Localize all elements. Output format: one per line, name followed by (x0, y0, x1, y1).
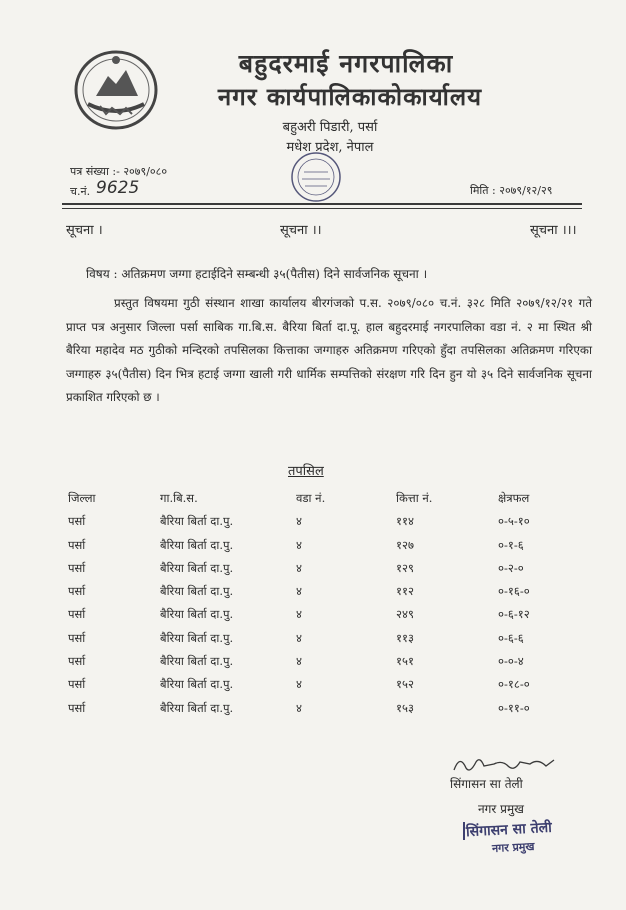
cell-vdc: बैरिया बिर्ता दा.पु. (160, 654, 234, 669)
cell-ward: ४ (296, 584, 302, 599)
cell-district: पर्सा (68, 654, 86, 669)
notice-label-3: सूचना ।।। (530, 223, 577, 238)
header-divider-thin (62, 208, 582, 209)
letter-ref-number: पत्र संख्या :- २०७९/०८० (70, 165, 168, 178)
table-header-row (66, 487, 586, 510)
cell-area: ०-१६-० (498, 584, 530, 599)
office-name: नगर कार्यपालिकाकोकार्यालय (217, 82, 483, 111)
cell-plot-number: १५३ (396, 700, 414, 715)
nepal-emblem-logo (66, 46, 166, 132)
cell-vdc: बैरिया बिर्ता दा.पु. (160, 607, 234, 622)
cell-district: पर्सा (68, 560, 86, 575)
cell-ward: ४ (296, 514, 302, 529)
cell-plot-number: १५१ (396, 654, 414, 669)
notice-label-1: सूचना । (66, 223, 103, 238)
cell-area: ०-१८-० (498, 677, 530, 692)
table-caption: तपसिल (288, 464, 324, 479)
letter-date: मिति : २०७९/१२/२९ (470, 184, 553, 197)
cell-ward: ४ (296, 654, 302, 669)
subject-line: विषय : अतिक्रमण जग्गा हटाईदिने सम्बन्धी ३५(पैतीस) दिने सार्वजनिक सूचना । (86, 267, 428, 281)
cell-area: ०-२-० (498, 560, 524, 575)
cell-ward: ४ (296, 630, 302, 645)
cell-area: ०-६-१२ (498, 607, 530, 622)
header-area: क्षेत्रफल (498, 491, 530, 505)
cell-plot-number: १२७ (396, 537, 414, 552)
table-row (66, 510, 586, 533)
table-row (66, 697, 586, 720)
cell-vdc: बैरिया बिर्ता दा.पु. (160, 584, 234, 599)
cell-ward: ४ (296, 537, 302, 552)
land-details-table (66, 487, 586, 720)
cell-plot-number: २४९ (396, 607, 414, 622)
cell-plot-number: १५२ (396, 677, 414, 692)
header-divider-thick (62, 203, 582, 205)
stamp-title-text: नगर प्रमुख (491, 839, 535, 856)
office-seal-stamp (268, 148, 364, 206)
signatory-title: नगर प्रमुख (478, 802, 524, 816)
cell-area: ०-१-६ (498, 537, 524, 552)
cell-plot-number: ११२ (396, 584, 414, 599)
cell-plot-number: ११३ (396, 630, 414, 645)
cell-district: पर्सा (68, 537, 86, 552)
cell-ward: ४ (296, 560, 302, 575)
cell-vdc: बैरिया बिर्ता दा.पु. (160, 677, 234, 692)
table-row (66, 650, 586, 673)
address-line1: बहुअरी पिडारी, पर्सा (282, 120, 378, 135)
cell-plot-number: १२९ (396, 560, 414, 575)
cell-district: पर्सा (68, 677, 86, 692)
header-vdc: गा.बि.स. (160, 491, 198, 505)
header-ward: वडा नं. (296, 491, 326, 505)
cell-vdc: बैरिया बिर्ता दा.पु. (160, 560, 234, 575)
table-row (66, 534, 586, 557)
cell-ward: ४ (296, 607, 302, 622)
table-row (66, 673, 586, 696)
cell-district: पर्सा (68, 514, 86, 529)
body-paragraph: प्रस्तुत विषयमा गुठी संस्थान शाखा कार्यालय बीरगंजको प.स. २०७९/०८० च.नं. ३२८ मिति २०७९/१२/२१ गते प्राप्त पत्र अनुसार जिल्ला पर्सा साबिक गा.बि.स. बैरिया बिर्ता दा.पू. हाल बहुदरमाई नगरपालिका वडा नं. २ मा स्थित श्री बैरिया महादेव मठ गुठीको मन्दिरको तपसिलका कित्ताका जग्गाहरु अतिक्रमण गरिएको हुँदा तपसिलका अतिक्रमण गरिएका जग्गाहरु ३५(पैतीस) दिन भित्र हटाई जग्गा खाली गरी धार्मिक सम्पत्तिको संरक्षण गरि दिन हुन यो ३५ दिने सार्वजनिक सूचना प्रकाशित गरिएको छ । (66, 296, 592, 404)
cell-vdc: बैरिया बिर्ता दा.पु. (160, 537, 234, 552)
address-line2: मधेश प्रदेश, नेपाल (286, 140, 374, 155)
cell-vdc: बैरिया बिर्ता दा.पु. (160, 700, 234, 715)
cell-area: ०-११-० (498, 700, 530, 715)
header-district: जिल्ला (68, 491, 96, 505)
cell-vdc: बैरिया बिर्ता दा.पु. (160, 514, 234, 529)
notice-label-2: सूचना ।। (280, 223, 322, 238)
municipality-name: बहुदरमाई नगरपालिका (238, 49, 454, 78)
header-plot-number: कित्ता नं. (396, 491, 433, 505)
table-row (66, 580, 586, 603)
cell-district: पर्सा (68, 584, 86, 599)
dispatch-number-handwritten: 9625 (96, 178, 140, 198)
dispatch-label: च.नं. (70, 185, 91, 198)
cell-plot-number: ११४ (396, 514, 414, 529)
stamp-name-text: सिंगासन सा तेली (465, 819, 553, 841)
table-row (66, 557, 586, 580)
cell-area: ०-०-४ (498, 654, 524, 669)
table-row (66, 603, 586, 626)
cell-district: पर्सा (68, 700, 86, 715)
cell-area: ०-६-६ (498, 630, 524, 645)
handwritten-signature (450, 752, 560, 776)
cell-ward: ४ (296, 700, 302, 715)
cell-ward: ४ (296, 677, 302, 692)
cell-area: ०-५-१० (498, 514, 530, 529)
table-row (66, 627, 586, 650)
cell-district: पर्सा (68, 630, 86, 645)
signatory-name: सिंगासन सा तेली (450, 777, 523, 791)
cell-vdc: बैरिया बिर्ता दा.पु. (160, 630, 234, 645)
cell-district: पर्सा (68, 607, 86, 622)
